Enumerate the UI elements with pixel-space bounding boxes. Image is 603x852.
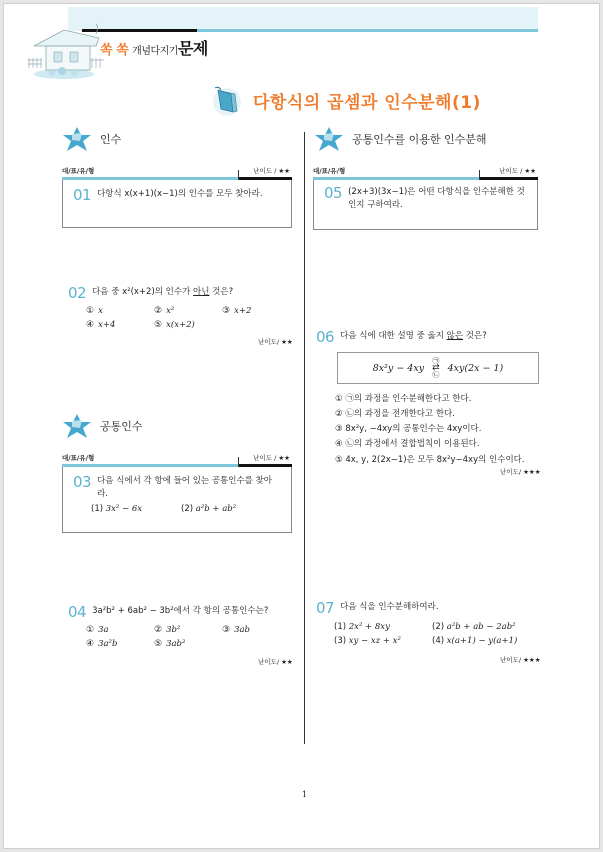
choice-value: x bbox=[98, 306, 103, 316]
difficulty-label: 난이도 / ★★ bbox=[499, 167, 536, 175]
column-divider bbox=[304, 132, 305, 744]
problem-number: 01 bbox=[73, 186, 92, 204]
type-label: 대/표/유/형 bbox=[62, 167, 95, 175]
choice-4[interactable] bbox=[86, 320, 154, 330]
choice-3[interactable] bbox=[222, 625, 290, 635]
arrow-label-top: ㉠ bbox=[432, 357, 440, 365]
emphasis-underline: 아닌 bbox=[193, 287, 210, 297]
brand-logo bbox=[100, 36, 208, 59]
document-page bbox=[3, 3, 600, 849]
choice-mark: ④ bbox=[335, 439, 343, 449]
meta-tick bbox=[238, 170, 239, 180]
problem-number: 04 bbox=[68, 603, 87, 621]
sub-label: (3) bbox=[334, 636, 347, 646]
sub-question bbox=[432, 636, 552, 646]
problem-05 bbox=[313, 180, 538, 230]
section-title: 인수 bbox=[100, 133, 122, 146]
formula-right: 4xy(2x − 1) bbox=[447, 362, 504, 374]
text-part: 다음 중 x²(x+2)의 인수가 bbox=[92, 287, 194, 297]
choice-4[interactable] bbox=[86, 639, 154, 649]
choice-5[interactable] bbox=[154, 639, 222, 649]
double-arrow-icon: ⇄ bbox=[432, 363, 440, 373]
choice-value: 3b² bbox=[166, 625, 181, 635]
problem-meta-bar bbox=[313, 166, 538, 180]
statement-text: ㉡의 과정에서 결합법칙이 이용된다. bbox=[345, 439, 480, 449]
section-heading-factorization bbox=[312, 125, 487, 153]
header-band bbox=[68, 7, 538, 31]
type-label: 대/표/유/형 bbox=[313, 167, 346, 175]
statement-text: 4x, y, 2(2x−1)은 모두 8x²y−4xy의 인수이다. bbox=[345, 455, 525, 465]
problem-meta-bar bbox=[62, 453, 292, 467]
problem-07 bbox=[316, 601, 541, 646]
chapter-title bbox=[209, 82, 481, 118]
choice-value: x+4 bbox=[98, 320, 116, 330]
section-title: 공통인수를 이용한 인수분해 bbox=[352, 133, 487, 146]
star-icon bbox=[60, 412, 94, 440]
sub-question bbox=[181, 504, 291, 514]
choice-mark: ① bbox=[335, 394, 343, 404]
problem-text: 다음 식을 인수분해하여라. bbox=[340, 602, 439, 612]
problem-06 bbox=[316, 330, 541, 345]
problem-number: 06 bbox=[316, 328, 335, 346]
choice-mark: ② bbox=[335, 409, 343, 419]
sub-question bbox=[432, 622, 552, 632]
choice-2[interactable] bbox=[154, 625, 222, 635]
choice-mark: ③ bbox=[222, 625, 231, 635]
choice-mark: ③ bbox=[222, 306, 231, 316]
choice-mark: ① bbox=[86, 625, 95, 635]
problem-text bbox=[340, 330, 487, 343]
meta-tick bbox=[238, 457, 239, 467]
star-icon bbox=[312, 125, 346, 153]
text-part: 다음 식에 대한 설명 중 옳지 bbox=[340, 331, 447, 341]
problem-number: 02 bbox=[68, 284, 87, 302]
sub-label: (1) bbox=[91, 504, 104, 514]
section-title: 공통인수 bbox=[100, 420, 143, 433]
sub-expr: x(a+1) − y(a+1) bbox=[446, 636, 518, 646]
statement-1[interactable] bbox=[335, 392, 540, 407]
problem-number: 07 bbox=[316, 599, 335, 617]
difficulty-label: 난이도/ ★★★ bbox=[500, 656, 541, 664]
problem-text: 3a²b² + 6ab² − 3b²에서 각 항의 공통인수는? bbox=[92, 606, 269, 616]
problem-text bbox=[92, 286, 233, 299]
difficulty-label: 난이도/ ★★ bbox=[258, 338, 293, 346]
statement-5[interactable] bbox=[335, 454, 540, 466]
problem-meta-bar bbox=[62, 166, 292, 180]
problem-03 bbox=[62, 467, 292, 533]
formula-box bbox=[337, 352, 539, 384]
problem-02 bbox=[68, 286, 298, 330]
choice-5[interactable] bbox=[154, 320, 222, 330]
page-title: 다항식의 곱셈과 인수분해(1) bbox=[253, 92, 481, 113]
choice-value: 3a bbox=[98, 625, 109, 635]
answer-choices bbox=[86, 306, 298, 330]
statement-text: 8x²y, −4xy의 공통인수는 4xy이다. bbox=[345, 424, 482, 434]
brand-subtitle: 개념다지기 bbox=[132, 46, 178, 57]
choice-mark: ② bbox=[154, 306, 163, 316]
meta-tick bbox=[479, 170, 480, 180]
sub-expr: 2x² + 8xy bbox=[348, 622, 390, 632]
sub-question bbox=[334, 636, 432, 646]
header-rule-blue bbox=[197, 29, 538, 32]
problem-number: 03 bbox=[73, 473, 92, 491]
problem-01 bbox=[62, 180, 292, 228]
choice-mark: ④ bbox=[86, 639, 95, 649]
difficulty-label: 난이도 / ★★ bbox=[253, 167, 290, 175]
brand-accent: 쏙 쏙 bbox=[100, 43, 129, 58]
statement-text: ㉡의 과정을 전개한다고 한다. bbox=[345, 409, 455, 419]
emphasis-underline: 않은 bbox=[446, 331, 464, 341]
difficulty-label: 난이도/ ★★★ bbox=[500, 468, 541, 476]
type-label: 대/표/유/형 bbox=[62, 454, 95, 462]
sub-question bbox=[91, 504, 181, 514]
choice-mark: ② bbox=[154, 625, 163, 635]
choice-value: 3ab bbox=[234, 625, 250, 635]
sub-label: (4) bbox=[432, 636, 445, 646]
star-icon bbox=[60, 125, 94, 153]
choice-1[interactable] bbox=[86, 306, 154, 316]
sub-questions bbox=[334, 622, 541, 646]
statement-list bbox=[335, 392, 540, 466]
sub-label: (2) bbox=[181, 504, 194, 514]
choice-mark: ③ bbox=[335, 424, 343, 434]
page-number: 1 bbox=[302, 790, 308, 799]
arrow-label-bottom: ㉡ bbox=[432, 371, 440, 379]
problem-04 bbox=[68, 605, 298, 649]
choice-3[interactable] bbox=[222, 306, 290, 316]
problem-text: 다항식 x(x+1)(x−1)의 인수를 모두 찾아라. bbox=[97, 189, 263, 199]
choice-value: x+2 bbox=[234, 306, 252, 316]
section-heading-common-factor bbox=[60, 412, 143, 440]
answer-choices bbox=[86, 625, 298, 649]
sub-expr: a²b + ab − 2ab² bbox=[446, 622, 516, 632]
sub-questions bbox=[91, 504, 281, 514]
section-heading-factor bbox=[60, 125, 121, 153]
choice-mark: ⑤ bbox=[154, 639, 163, 649]
sub-expr: 3x² − 6x bbox=[105, 504, 143, 514]
statement-3[interactable] bbox=[335, 422, 540, 437]
problem-text: (2x+3)(3x−1)은 어떤 다항식을 인수분해한 것인지 구하여라. bbox=[348, 187, 525, 210]
difficulty-label: 난이도 / ★★ bbox=[253, 454, 290, 462]
sub-label: (2) bbox=[432, 622, 445, 632]
problem-text: 다음 식에서 각 항에 들어 있는 공통인수를 찾아라. bbox=[97, 476, 273, 499]
text-part: 것은? bbox=[209, 287, 234, 297]
transform-arrows bbox=[432, 357, 440, 379]
choice-mark: ① bbox=[86, 306, 95, 316]
choice-value: x(x+2) bbox=[166, 320, 195, 330]
sub-question bbox=[334, 622, 432, 632]
choice-value: x² bbox=[166, 306, 175, 316]
statement-text: ㉠의 과정을 인수분해한다고 한다. bbox=[345, 394, 472, 404]
problem-number: 05 bbox=[324, 184, 343, 202]
choice-2[interactable] bbox=[154, 306, 222, 316]
choice-mark: ④ bbox=[86, 320, 95, 330]
sub-expr: a²b + ab² bbox=[195, 504, 237, 514]
choice-1[interactable] bbox=[86, 625, 154, 635]
brand-title: 문제 bbox=[177, 39, 208, 58]
sub-expr: xy − xz + x² bbox=[348, 636, 401, 646]
sub-label: (1) bbox=[334, 622, 347, 632]
formula-left: 8x²y − 4xy bbox=[372, 362, 425, 374]
text-part: 것은? bbox=[463, 331, 487, 341]
choice-value: 3a²b bbox=[98, 639, 118, 649]
statement-2[interactable] bbox=[335, 407, 540, 422]
choice-mark: ⑤ bbox=[154, 320, 163, 330]
choice-mark: ⑤ bbox=[335, 455, 343, 465]
statement-4[interactable] bbox=[335, 437, 540, 452]
difficulty-label: 난이도/ ★★ bbox=[258, 658, 293, 666]
book-icon bbox=[209, 82, 245, 118]
choice-value: 3ab² bbox=[166, 639, 186, 649]
